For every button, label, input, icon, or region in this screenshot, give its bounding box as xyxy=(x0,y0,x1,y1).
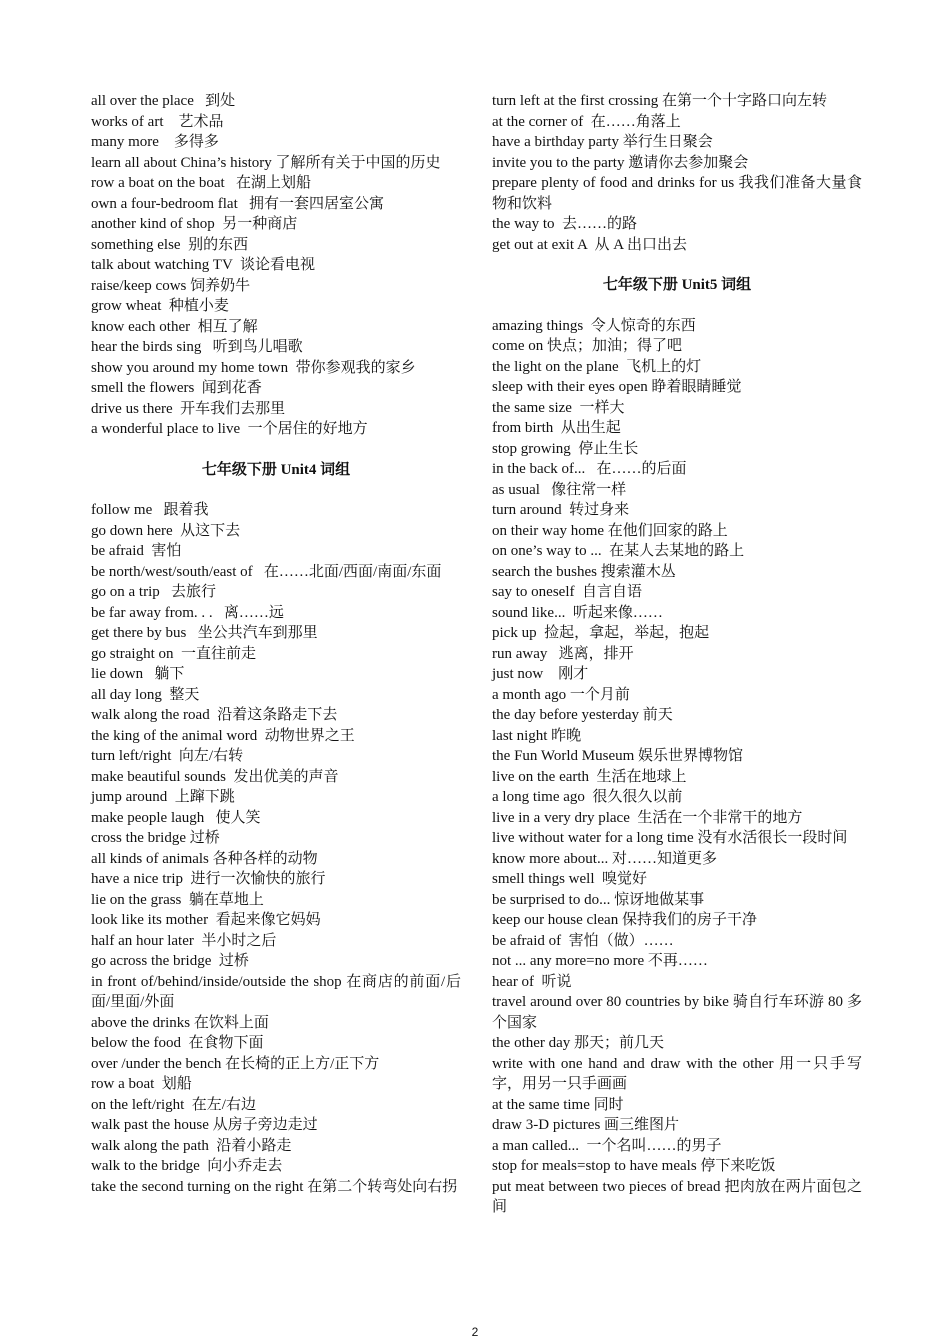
phrase-entry: live on the earth 生活在地球上 xyxy=(492,768,687,785)
phrase-entry: works of art 艺术品 xyxy=(91,113,224,130)
phrase-entry: lie on the grass 躺在草地上 xyxy=(91,891,264,908)
phrase-entry: row a boat on the boat 在湖上划船 xyxy=(91,175,311,191)
phrase-entry: jump around 上蹿下跳 xyxy=(91,789,235,805)
phrase-entry: the day before yesterday 前天 xyxy=(492,707,673,723)
phrase-entry: amazing things 令人惊奇的东西 xyxy=(492,317,696,334)
phrase-entry: smell things well 嗅觉好 xyxy=(492,871,647,887)
phrase-entry: the other day 那天；前几天 xyxy=(492,1035,665,1051)
phrase-entry: be surprised to do... 惊讶地做某事 xyxy=(492,891,705,908)
phrase-entry: sleep with their eyes open 睁着眼睛睡觉 xyxy=(492,379,742,395)
left-column xyxy=(91,91,461,1197)
page-number: 2 xyxy=(471,1325,479,1339)
phrase-entry: lie down 躺下 xyxy=(91,666,185,682)
phrase-entry: go across the bridge 过桥 xyxy=(91,953,249,969)
phrase-entry: smell the flowers 闻到花香 xyxy=(91,380,262,396)
phrase-entry: go down here 从这下去 xyxy=(91,522,241,539)
phrase-entry: the way to 去……的路 xyxy=(492,216,637,232)
phrase-entry: on the left/right 在左/右边 xyxy=(91,1096,256,1113)
phrase-entry: a month ago 一个月前 xyxy=(492,686,630,703)
phrase-entry: a long time ago 很久很久以前 xyxy=(492,789,683,805)
phrase-entry: keep our house clean 保持我们的房子干净 xyxy=(492,912,757,928)
phrase-entry: be far away from. . . 离……远 xyxy=(91,604,284,621)
phrase-entry: pick up 捡起，拿起，举起，抱起 xyxy=(492,625,710,641)
phrase-entry: take the second turning on the right 在第二个转弯处向右拐 xyxy=(91,1178,458,1195)
phrase-entry: turn around 转过身来 xyxy=(492,502,630,518)
phrase-entry: at the corner of 在……角落上 xyxy=(492,113,681,130)
phrase-entry: on their way home 在他们回家的路上 xyxy=(492,522,728,539)
phrase-entry: many more 多得多 xyxy=(91,134,219,150)
phrase-entry: travel around over 80 countries by bike 骑自行车环游 80 多个国家 xyxy=(492,994,862,1031)
phrase-entry: put meat between two pieces of bread 把肉放在两片面包之间 xyxy=(492,1178,862,1215)
phrase-entry: live in a very dry place 生活在一个非常干的地方 xyxy=(492,809,803,826)
phrase-entry: raise/keep cows 饲养奶牛 xyxy=(91,277,251,294)
phrase-entry: know each other 相互了解 xyxy=(91,318,258,335)
phrase-entry: prepare plenty of food and drinks for us 我我们准备大量食物和饮料 xyxy=(492,175,862,212)
phrase-entry: be north/west/south/east of 在……北面/西面/南面/东面 xyxy=(91,563,442,580)
phrase-entry: search the bushes 搜索灌木丛 xyxy=(492,563,676,580)
phrase-entry: know more about... 对……知道更多 xyxy=(492,850,717,867)
phrase-entry: stop growing 停止生长 xyxy=(492,440,639,457)
phrase-entry: walk along the road 沿着这条路走下去 xyxy=(91,707,338,723)
phrase-entry: make beautiful sounds 发出优美的声音 xyxy=(91,768,339,785)
phrase-entry: run away 逃离，排开 xyxy=(492,645,634,662)
phrase-entry: grow wheat 种植小麦 xyxy=(91,298,229,314)
phrase-entry: below the food 在食物下面 xyxy=(91,1035,264,1051)
right-column xyxy=(492,91,862,1218)
phrase-entry: last night 昨晚 xyxy=(492,727,582,744)
phrase-entry: at the same time 同时 xyxy=(492,1096,624,1113)
phrase-entry: just now 刚才 xyxy=(492,666,589,682)
phrase-entry: make people laugh 使人笑 xyxy=(91,809,261,826)
phrase-entry: follow me 跟着我 xyxy=(91,502,209,518)
phrase-entry: stop for meals=stop to have meals 停下来吃饭 xyxy=(492,1158,776,1174)
phrase-entry: all day long 整天 xyxy=(91,686,200,703)
phrase-entry: cross the bridge 过桥 xyxy=(91,830,220,846)
phrase-entry: talk about watching TV 谈论看电视 xyxy=(91,257,316,273)
phrase-entry: be afraid 害怕 xyxy=(91,543,182,559)
phrase-entry: something else 别的东西 xyxy=(91,236,249,253)
section-heading: 七年级下册 Unit4 词组 xyxy=(201,461,351,478)
phrase-entry: turn left/right 向左/右转 xyxy=(91,748,244,764)
phrase-entry: show you around my home town 带你参观我的家乡 xyxy=(91,359,416,376)
phrase-entry: a wonderful place to live 一个居住的好地方 xyxy=(91,421,368,437)
phrase-entry: another kind of shop 另一种商店 xyxy=(91,216,298,232)
phrase-entry: own a four-bedroom flat 拥有一套四居室公寓 xyxy=(91,195,384,212)
phrase-entry: not ... any more=no more 不再…… xyxy=(492,953,708,969)
phrase-entry: go straight on 一直往前走 xyxy=(91,645,256,662)
phrase-entry: on one’s way to ... 在某人去某地的路上 xyxy=(492,543,745,559)
phrase-entry: draw 3-D pictures 画三维图片 xyxy=(492,1117,680,1133)
phrase-entry: in front of/behind/inside/outside the shop 在商店的前面/后面/里面/外面 xyxy=(91,973,461,1010)
phrase-entry: above the drinks 在饮料上面 xyxy=(91,1014,269,1031)
phrase-entry: the Fun World Museum 娱乐世界博物馆 xyxy=(492,748,744,764)
phrase-entry: half an hour later 半小时之后 xyxy=(91,932,277,949)
phrase-entry: live without water for a long time 没有水活很长一段时间 xyxy=(492,830,848,846)
phrase-entry: have a nice trip 进行一次愉快的旅行 xyxy=(91,871,326,887)
phrase-entry: as usual 像往常一样 xyxy=(492,481,627,498)
phrase-entry: all kinds of animals 各种各样的动物 xyxy=(91,850,318,867)
phrase-entry: a man called... 一个名叫……的男子 xyxy=(492,1137,722,1154)
phrase-entry: go on a trip 去旅行 xyxy=(91,584,216,600)
phrase-entry: learn all about China’s history 了解所有关于中国的历史 xyxy=(91,154,441,171)
phrase-entry: sound like... 听起来像…… xyxy=(492,604,663,621)
phrase-entry: look like its mother 看起来像它妈妈 xyxy=(91,912,321,928)
phrase-entry: come on 快点；加油；得了吧 xyxy=(492,338,682,354)
phrase-entry: all over the place 到处 xyxy=(91,93,236,109)
phrase-entry: walk to the bridge 向小乔走去 xyxy=(91,1158,283,1174)
phrase-entry: the same size 一样大 xyxy=(492,399,625,416)
phrase-entry: have a birthday party 举行生日聚会 xyxy=(492,134,713,150)
phrase-entry: write with one hand and draw with the other 用一只手写字，用另一只手画画 xyxy=(492,1055,862,1092)
phrase-entry: the light on the plane 飞机上的灯 xyxy=(492,358,702,375)
phrase-entry: walk past the house 从房子旁边走过 xyxy=(91,1117,318,1133)
phrase-entry: hear of 听说 xyxy=(492,973,572,990)
phrase-entry: get there by bus 坐公共汽车到那里 xyxy=(91,625,318,641)
phrase-entry: be afraid of 害怕（做）…… xyxy=(492,932,674,949)
phrase-entry: walk along the path 沿着小路走 xyxy=(91,1137,292,1154)
phrase-entry: get out at exit A 从 A 出口出去 xyxy=(492,236,687,253)
phrase-entry: over /under the bench 在长椅的正上方/正下方 xyxy=(91,1055,380,1072)
phrase-entry: say to oneself 自言自语 xyxy=(492,584,642,600)
phrase-entry: the king of the animal word 动物世界之王 xyxy=(91,727,355,744)
phrase-entry: in the back of... 在……的后面 xyxy=(492,461,687,477)
phrase-entry: turn left at the first crossing 在第一个十字路口向左转 xyxy=(492,93,827,109)
phrase-entry: invite you to the party 邀请你去参加聚会 xyxy=(492,154,749,171)
phrase-entry: from birth 从出生起 xyxy=(492,420,621,436)
phrase-entry: row a boat 划船 xyxy=(91,1076,192,1092)
phrase-entry: hear the birds sing 听到鸟儿唱歌 xyxy=(91,339,303,355)
phrase-entry: drive us there 开车我们去那里 xyxy=(91,400,286,417)
section-heading: 七年级下册 Unit5 词组 xyxy=(602,277,752,293)
